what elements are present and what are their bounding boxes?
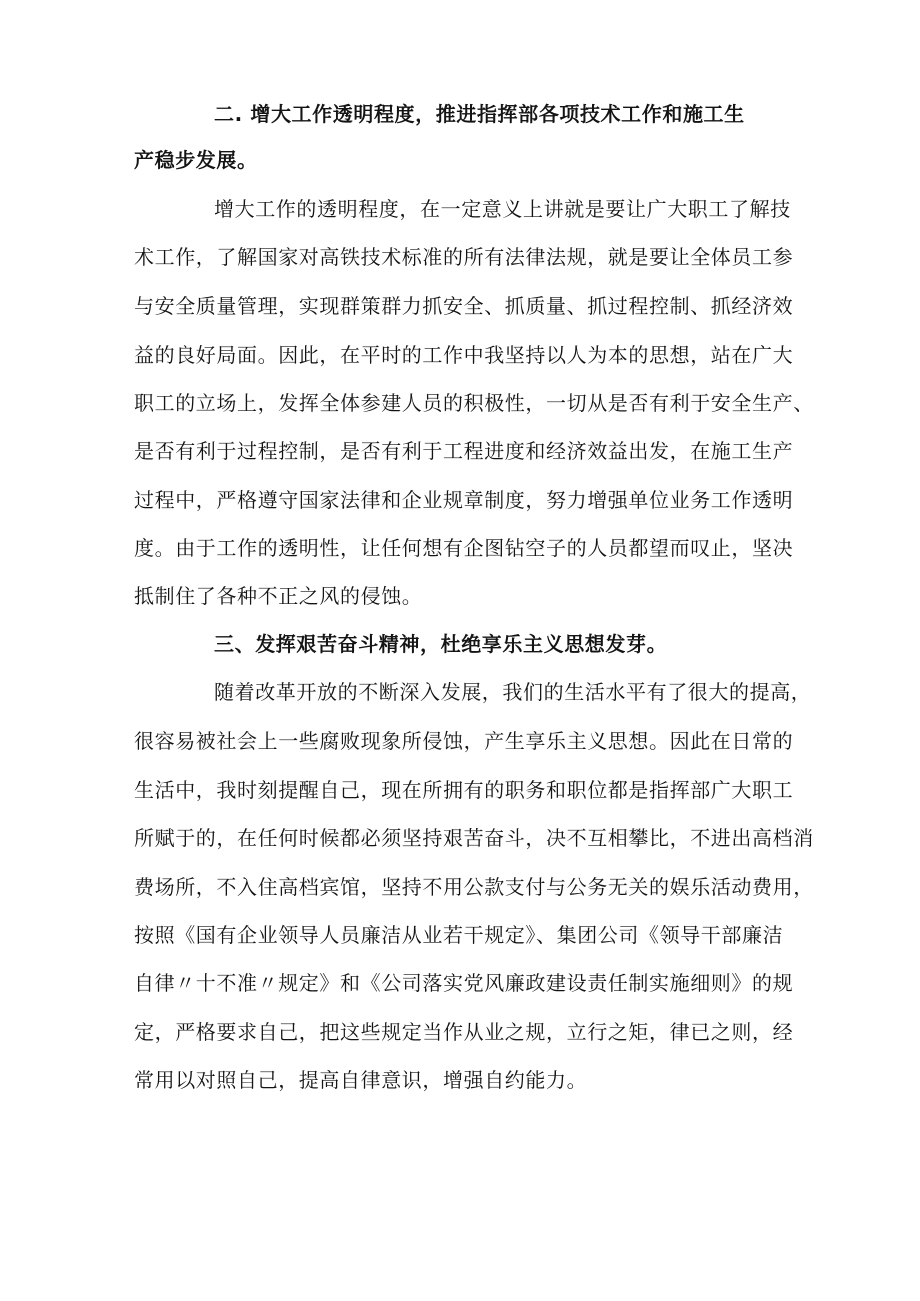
section2-heading-line-1: 二. 增大工作透明程度，推进指挥部各项技术工作和施工生 [214, 102, 745, 126]
section2-body-line-7: 过程中，严格遵守国家法律和企业规章制度，努力增强单位业务工作透明 [134, 488, 794, 512]
section2-body-line-9: 抵制住了各种不正之风的侵蚀。 [134, 584, 423, 608]
section3-body-line-4: 所赋于的，在任何时候都必须坚持艰苦奋斗，决不互相攀比，不进出高档消 [134, 826, 814, 850]
section2-body-line-6: 是否有利于过程控制，是否有利于工程进度和经济效益出发，在施工生产 [134, 439, 794, 463]
section2-heading-line-2: 产稳步发展。 [134, 148, 258, 172]
section3-body-line-9: 常用以对照自己，提高自律意识，增强自约能力。 [134, 1068, 588, 1092]
section2-body-line-8: 度。由于工作的透明性，让任何想有企图钻空子的人员都望而叹止，坚决 [134, 536, 794, 560]
section2-body-line-5: 职工的立场上，发挥全体参建人员的积极性，一切从是否有利于安全生产、 [134, 391, 814, 415]
section2-body-line-1: 增大工作的透明程度，在一定意义上讲就是要让广大职工了解技 [214, 197, 791, 221]
section3-body-line-2: 很容易被社会上一些腐败现象所侵蚀，产生享乐主义思想。因此在日常的 [134, 729, 794, 753]
section3-body-line-1: 随着改革开放的不断深入发展，我们的生活水平有了很大的提高， [214, 680, 812, 704]
section3-heading: 三、发挥艰苦奋斗精神，杜绝享乐主义思想发芽。 [214, 632, 668, 656]
section3-body-line-6: 按照《国有企业领导人员廉洁从业若干规定》、集团公司《领导干部廉洁 [134, 923, 784, 947]
section3-body-line-8: 定，严格要求自己，把这些规定当作从业之规，立行之矩，律已之则，经 [134, 1020, 794, 1044]
section2-body-line-2: 术工作，了解国家对高铁技术标准的所有法律法规，就是要让全体员工参 [134, 245, 794, 269]
section3-body-line-3: 生活中，我时刻提醒自己，现在所拥有的职务和职位都是指挥部广大职工 [134, 778, 794, 802]
section3-body-line-7: 自律〃十不准〃规定》和《公司落实党风廉政建设责任制实施细则》的规 [134, 971, 794, 995]
section3-body-line-5: 费场所，不入住高档宾馆，坚持不用公款支付与公务无关的娱乐活动费用， [134, 875, 814, 899]
section2-body-line-3: 与安全质量管理，实现群策群力抓安全、抓质量、抓过程控制、抓经济效 [134, 294, 794, 318]
section2-body-line-4: 益的良好局面。因此，在平时的工作中我坚持以人为本的思想，站在广大 [134, 343, 794, 367]
